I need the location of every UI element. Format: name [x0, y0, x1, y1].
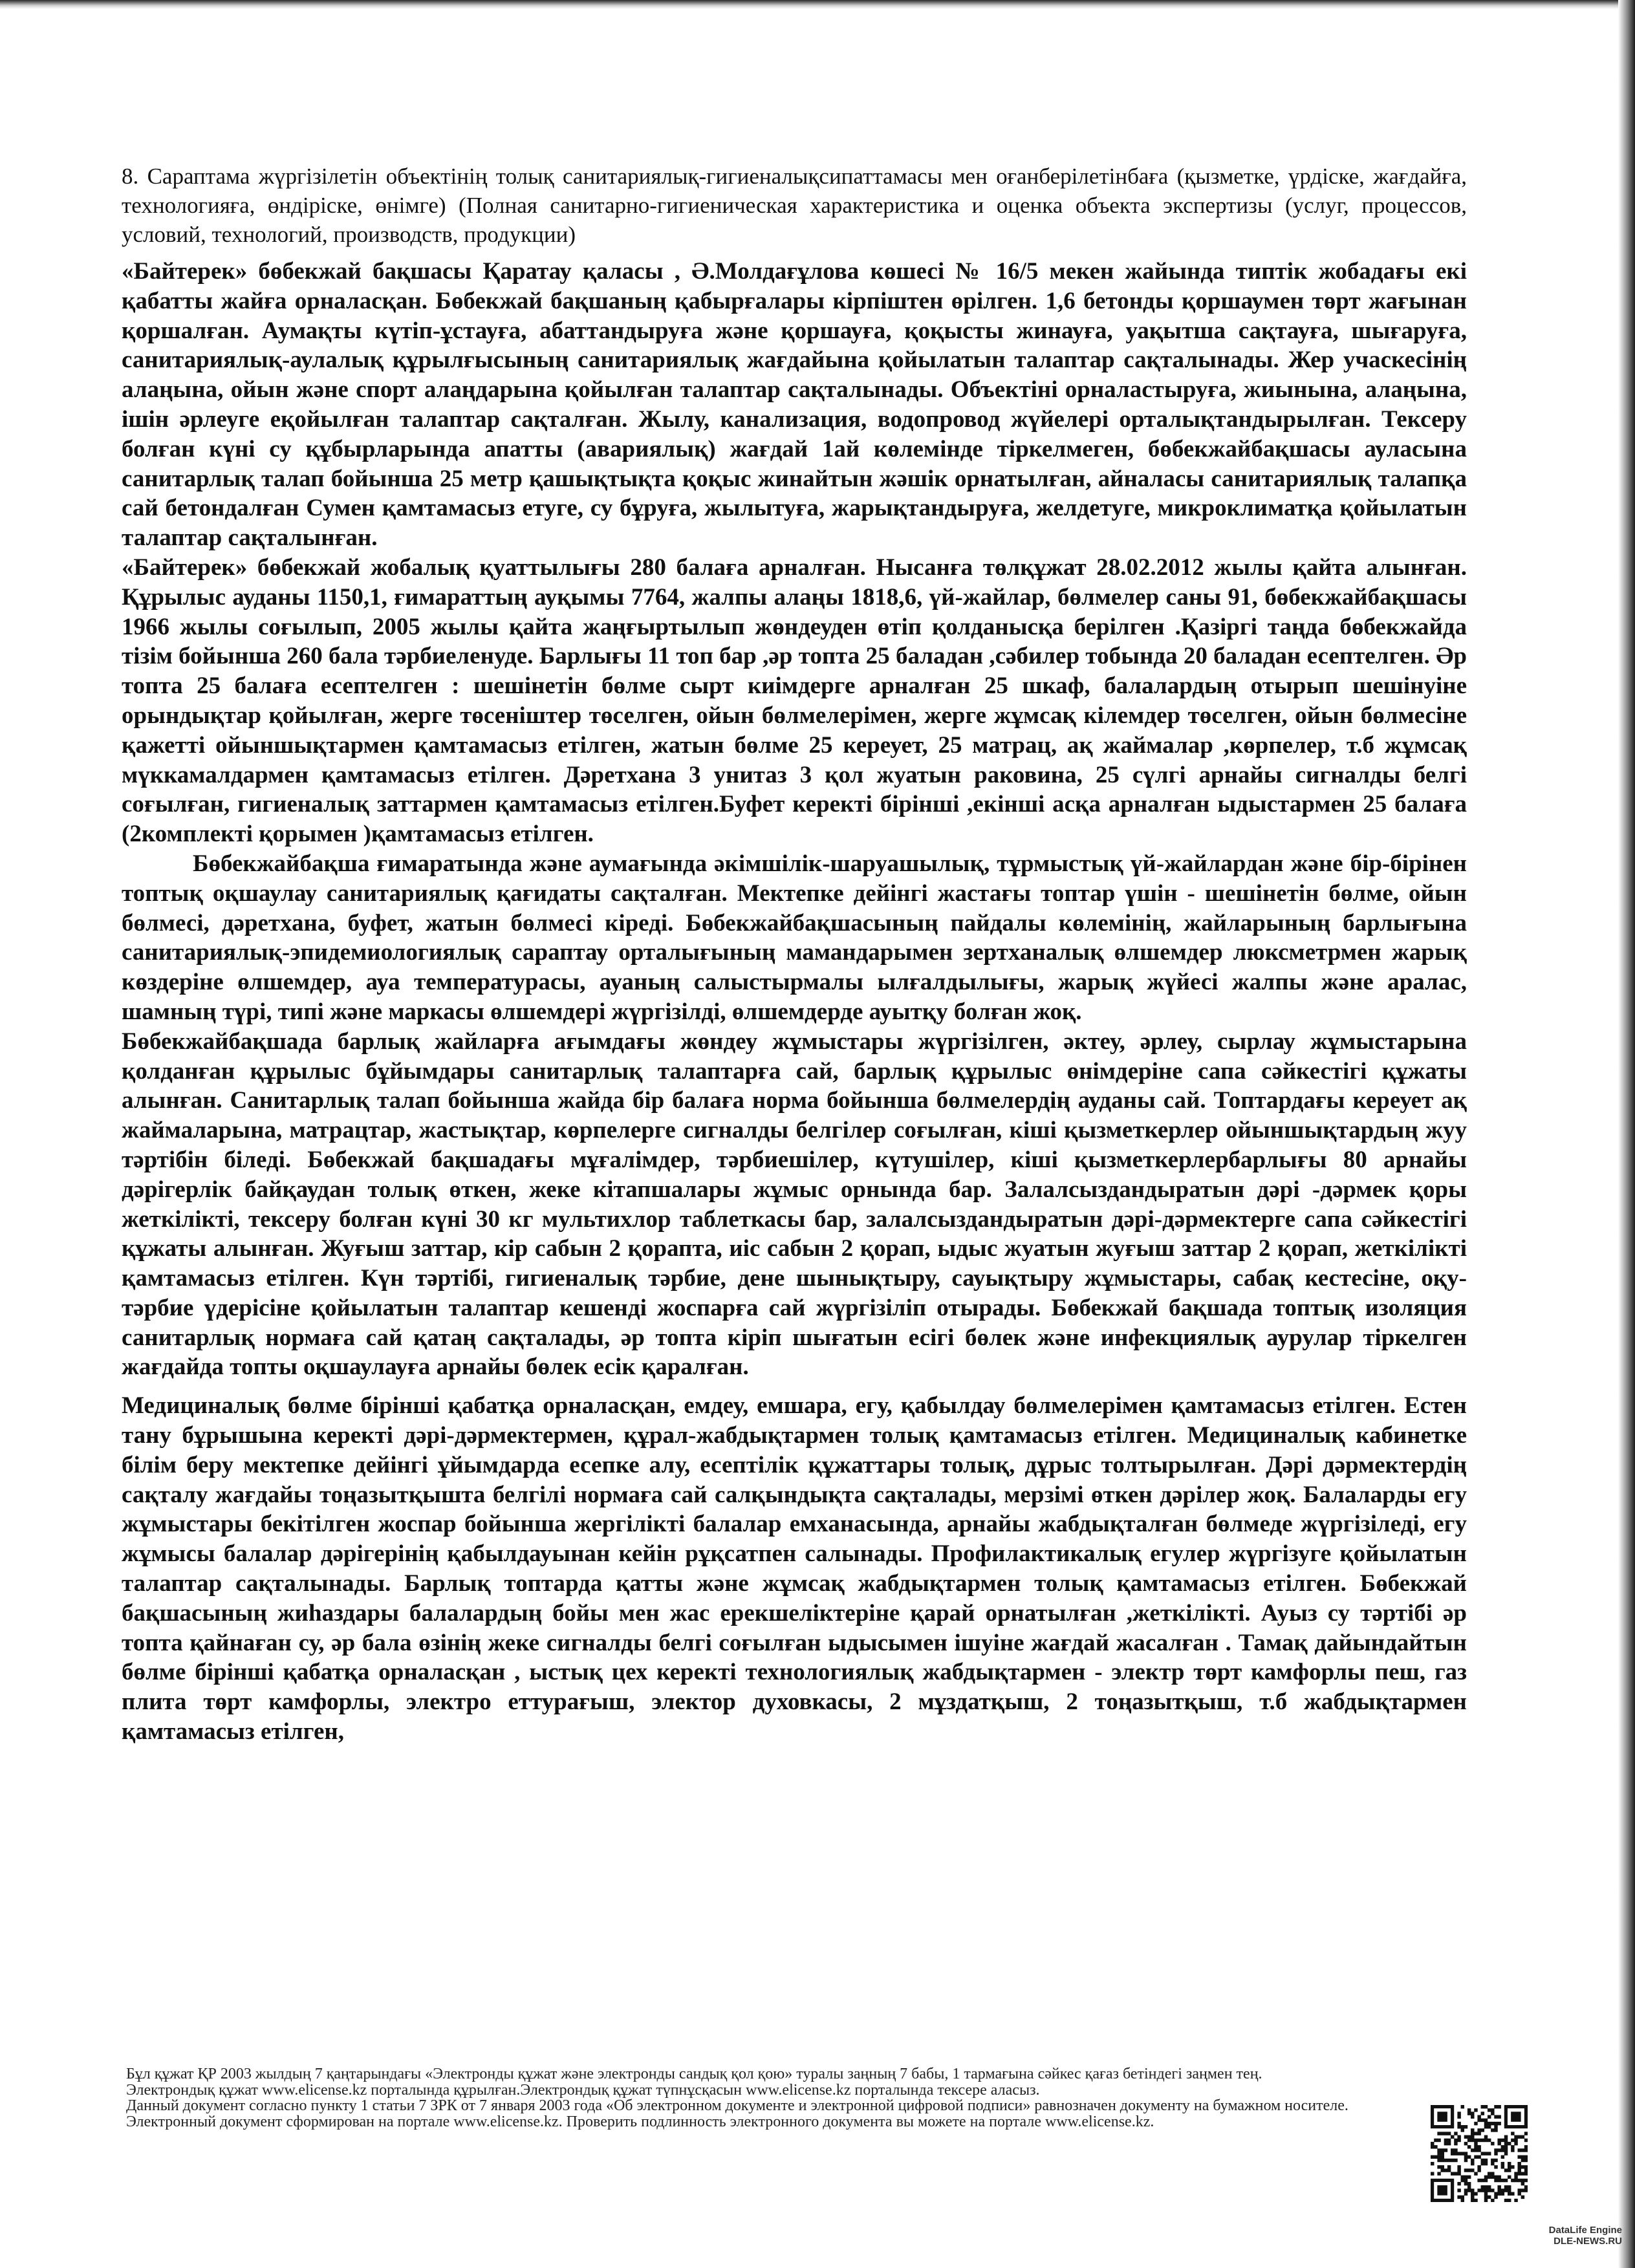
watermark-line-1: DataLife Engine: [1548, 2225, 1622, 2236]
section-8-heading: 8. Сараптама жүргізілетін объектінің толық санитариялық-гигиеналықсипаттамасы мен оғанберілетінбаға (қызметке, үрдіске, жағдайға, технологияға, өндіріске, өнімге) (Полная санитарно-гигиеническая характеристика и оценка объекта экспертизы (услуг, процессов, условий, технологий, производств, продукции): [122, 164, 1467, 247]
paragraph-capacity: «Байтерек» бөбекжай жобалық қуаттылығы 280 балаға арналған. Нысанға төлқұжат 28.02.2012 жылы қайта алынған. Құрылыс ауданы 1150,1, ғимараттың ауқымы 7764, жалпы алаңы 1818,6, үй-жайлар, бөлмелер саны 91, бөбекжайбақшасы 1966 жылы соғылып, 2005 жылы қайта жаңғыртылып жөндеуден өтіп қолданысқа берілген .Қазіргі таңда бөбекжайда тізім бойынша 260 бала тәрбиеленуде. Барлығы 11 топ бар ,әр топта 25 баладан ,сәбилер тобында 20 баладан есептелген. Әр топта 25 балаға есептелген : шешінетін бөлме сырт киімдерге арналған 25 шкаф, балалардың отырып шешінуіне орындықтар қойылған, жерге төсеніштер төселген, ойын бөлмелерімен, жерге жұмсақ кілемдер төселген, ойын бөлмесіне қажетті ойыншықтармен қамтамасыз етілген, жатын бөлме 25 кереует, 25 матрац, ақ жаймалар ,көрпелер, т.б жұмсақ мүккамалдармен қамтамасыз етілген. Дәретхана 3 унитаз 3 қол жуатын раковина, 25 сүлгі арнайы сигналды белгі соғылған, гигиеналық заттармен қамтамасыз етілген.Буфет керекті бірінші ,екінші асқа арналған ыдыстармен 25 балаға (2комплекті қорымен )қамтамасыз етілген.: [122, 554, 1467, 848]
qr-code-icon: [1431, 2105, 1528, 2202]
paragraph-building-description: «Байтерек» бөбекжай бақшасы Қаратау қаласы , Ә.Молдағұлова көшесі № 16/5 мекен жайында типтік жобадағы екі қабатты жайға орналасқан. Бөбекжай бақшаның қабырғалары кірпіштен өрілген. 1,6 бетонды қоршаумен төрт жағынан қоршалған. Аумақты күтіп-ұстауға, абаттандыруға және қоршауға, қоқысты жинауға, уақытша сақтауға, шығаруға, санитариялық-аулалық құрылғысының санитариялық жағдайына қойылатын талаптар сақталынады. Жер учаскесінің алаңына, ойын және спорт алаңдарына қойылған талаптар сақталынады. Объектіні орналастыруға, жиынына, алаңына, ішін әрлеуге еқойылған талаптар сақталған. Жылу, канализация, водопровод жүйелері орталықтандырылған. Тексеру болған күні су құбырларында апатты (авариялық) жағдай 1ай көлемінде тіркелмеген, бөбекжайбақшасы ауласына санитарлық талап бойынша 25 метр қашықтықта қоқыс жинайтын жәшік орнатылған, айналасы санитариялық талапқа сай бетондалған Сумен қамтамасыз етуге, су бұруға, жылытуға, жарықтандыруға, желдетуге, микроклиматқа қойылатын талаптар сақталынған.: [122, 258, 1467, 552]
document-body: [122, 162, 1467, 1747]
watermark-line-2: DLE-NEWS.RU: [1554, 2236, 1622, 2247]
footer-line-ru-notice: Данный документ согласно пункту 1 статьи 7 ЗРК от 7 января 2003 года «Об электронном документе и электронной цифровой подписи» равнозначен документу на бумажном носителе. Электронный документ сформирован на портале www.elicense.kz. Проверить подлинность электронного документа вы можете на портале www.elicense.kz.: [126, 2097, 1348, 2130]
footer-line-kz-portal: Электрондық құжат www.elicense.kz порталында құрылған.Электрондық құжат түпнұсқасын www.elicense.kz порталында тексере аласыз.: [126, 2081, 1040, 2099]
qr-code-graphic: [1431, 2105, 1528, 2202]
paragraph-medical-room: Медициналық бөлме бірінші қабатқа орналасқан, емдеу, емшара, егу, қабылдау бөлмелерімен қамтамасыз етілген. Естен тану бұрышына керекті дәрі-дәрмектермен, құрал-жабдықтармен толық қамтамасыз етілген. Медициналық кабинетке білім беру мектепке дейінгі ұйымдарда есепке алу, есептілік құжаттары толық, дұрыс толтырылған. Дәрі дәрмектердің сақталу жағдайы тоңазытқышта белгілі нормаға сай салқындықта сақталады, мерзімі өткен дәрілер жоқ. Балаларды егу жұмыстары бекітілген жоспар бойынша жергілікті балалар емханасында, арнайы жабдықталған бөлмеде жүргізіледі, егу жұмысы балалар дәрігерінің қабылдауынан кейін рұқсатпен салынады. Профилактикалық егулер жүргізуге қойылатын талаптар сақталынады. Барлық топтарда қатты және жұмсақ жабдықтармен толық қамтамасыз етілген. Бөбекжай бақшасының жиһаздары балалардың бойы мен жас ерекшеліктеріне қарай орнатылған ,жеткілікті. Ауыз су тәртібі әр топта қайнаған су, әр бала өзінің жеке сигналды белгі соғылған ыдысымен ішуіне жағдай жасалған . Тамақ дайындайтын бөлме бірінші қабатқа орналасқан , ыстық цех керекті технологиялық жабдықтармен - электр төрт камфорлы пеш, газ плита төрт камфорлы, электро еттурағыш, электор духовкасы, 2 мұздатқыш, 2 тоңазытқыш, т.б жабдықтармен қамтамасыз етілген,: [122, 1392, 1467, 1745]
paragraph-isolation: Бөбекжайбақша ғимаратында және аумағында әкімшілік-шаруашылық, тұрмыстық үй-жайлардан және бір-бірінен топтық оқшаулау санитариялық қағидаты сақталған. Мектепке дейінгі жастағы топтар үшін - шешінетін бөлме, ойын бөлмесі, дәретхана, буфет, жатын бөлмесі кіреді. Бөбекжайбақшасының пайдалы көлемінің, жайларының барлығына санитариялық-эпидемиологиялық сараптау орталығының мамандарымен зертханалық өлшемдер люксметрмен жарық көздеріне өлшемдер, ауа температурасы, ауаның салыстырмалы ылғалдылығы, жарық жүйесі жалпы және аралас, шамның түрі, типі және маркасы өлшемдері жүргізілді, өлшемдерде ауытқу болған жоқ.: [122, 850, 1467, 1025]
footer-line-kz-law: Бұл құжат ҚР 2003 жылдың 7 қаңтарындағы «Электронды құжат және электронды сандық қол қою» туралы заңның 7 бабы, 1 тармағына сәйкес қағаз бетіндегі заңмен тең.: [126, 2066, 1262, 2082]
electronic-document-notice: [126, 2066, 1407, 2130]
scan-right-edge: [1618, 0, 1635, 2268]
scan-top-edge: [0, 0, 1635, 9]
watermark: [1544, 2225, 1622, 2247]
paragraph-repairs: Бөбекжайбақшада барлық жайларға ағымдағы жөндеу жұмыстары жүргізілген, әктеу, әрлеу, сырлау жұмыстарына қолданған құрылыс бұйымдары санитарлық талаптарға сай, барлық құрылыс өнімдеріне сапа сәйкестігі құжаты алынған. Санитарлық талап бойынша жайда бір балаға норма бойынша бөлмелердің ауданы сай. Топтардағы кереует ақ жаймаларына, матрацтар, жастықтар, көрпелерге сигналды белгілер соғылған, кіші қызметкерлер ойыншықтардың жуу тәртібін біледі. Бөбекжай бақшадағы мұғалімдер, тәрбиешілер, күтушілер, кіші қызметкерлербарлығы 80 арнайы дәрігерлік байқаудан толық өткен, жеке кітапшалары жұмыс орнында бар. Залалсыздандыратын дәрі -дәрмек қоры жеткілікті, тексеру болған күні 30 кг мультихлор таблеткасы бар, залалсыздандыратын дәрі-дәрмектерге сапа сәйкестігі құжаты алынған. Жуғыш заттар, кір сабын 2 қорапта, иіс сабын 2 қорап, ыдыс жуатын жуғыш заттар 2 қорап, жеткілікті қамтамасыз етілген. Күн тәртібі, гигиеналық тәрбие, дене шынықтыру, сауықтыру жұмыстары, сабақ кестесіне, оқу-тәрбие үдерісіне қойылатын талаптар кешенді жоспарға сай жүргізіліп отырады. Бөбекжай бақшада топтық изоляция санитарлық нормаға сай қатаң сақталады, әр топта кіріп шығатын есігі бөлек және инфекциялық аурулар тіркелген жағдайда топты оқшаулауға арнайы бөлек есік қаралған.: [122, 1028, 1467, 1381]
